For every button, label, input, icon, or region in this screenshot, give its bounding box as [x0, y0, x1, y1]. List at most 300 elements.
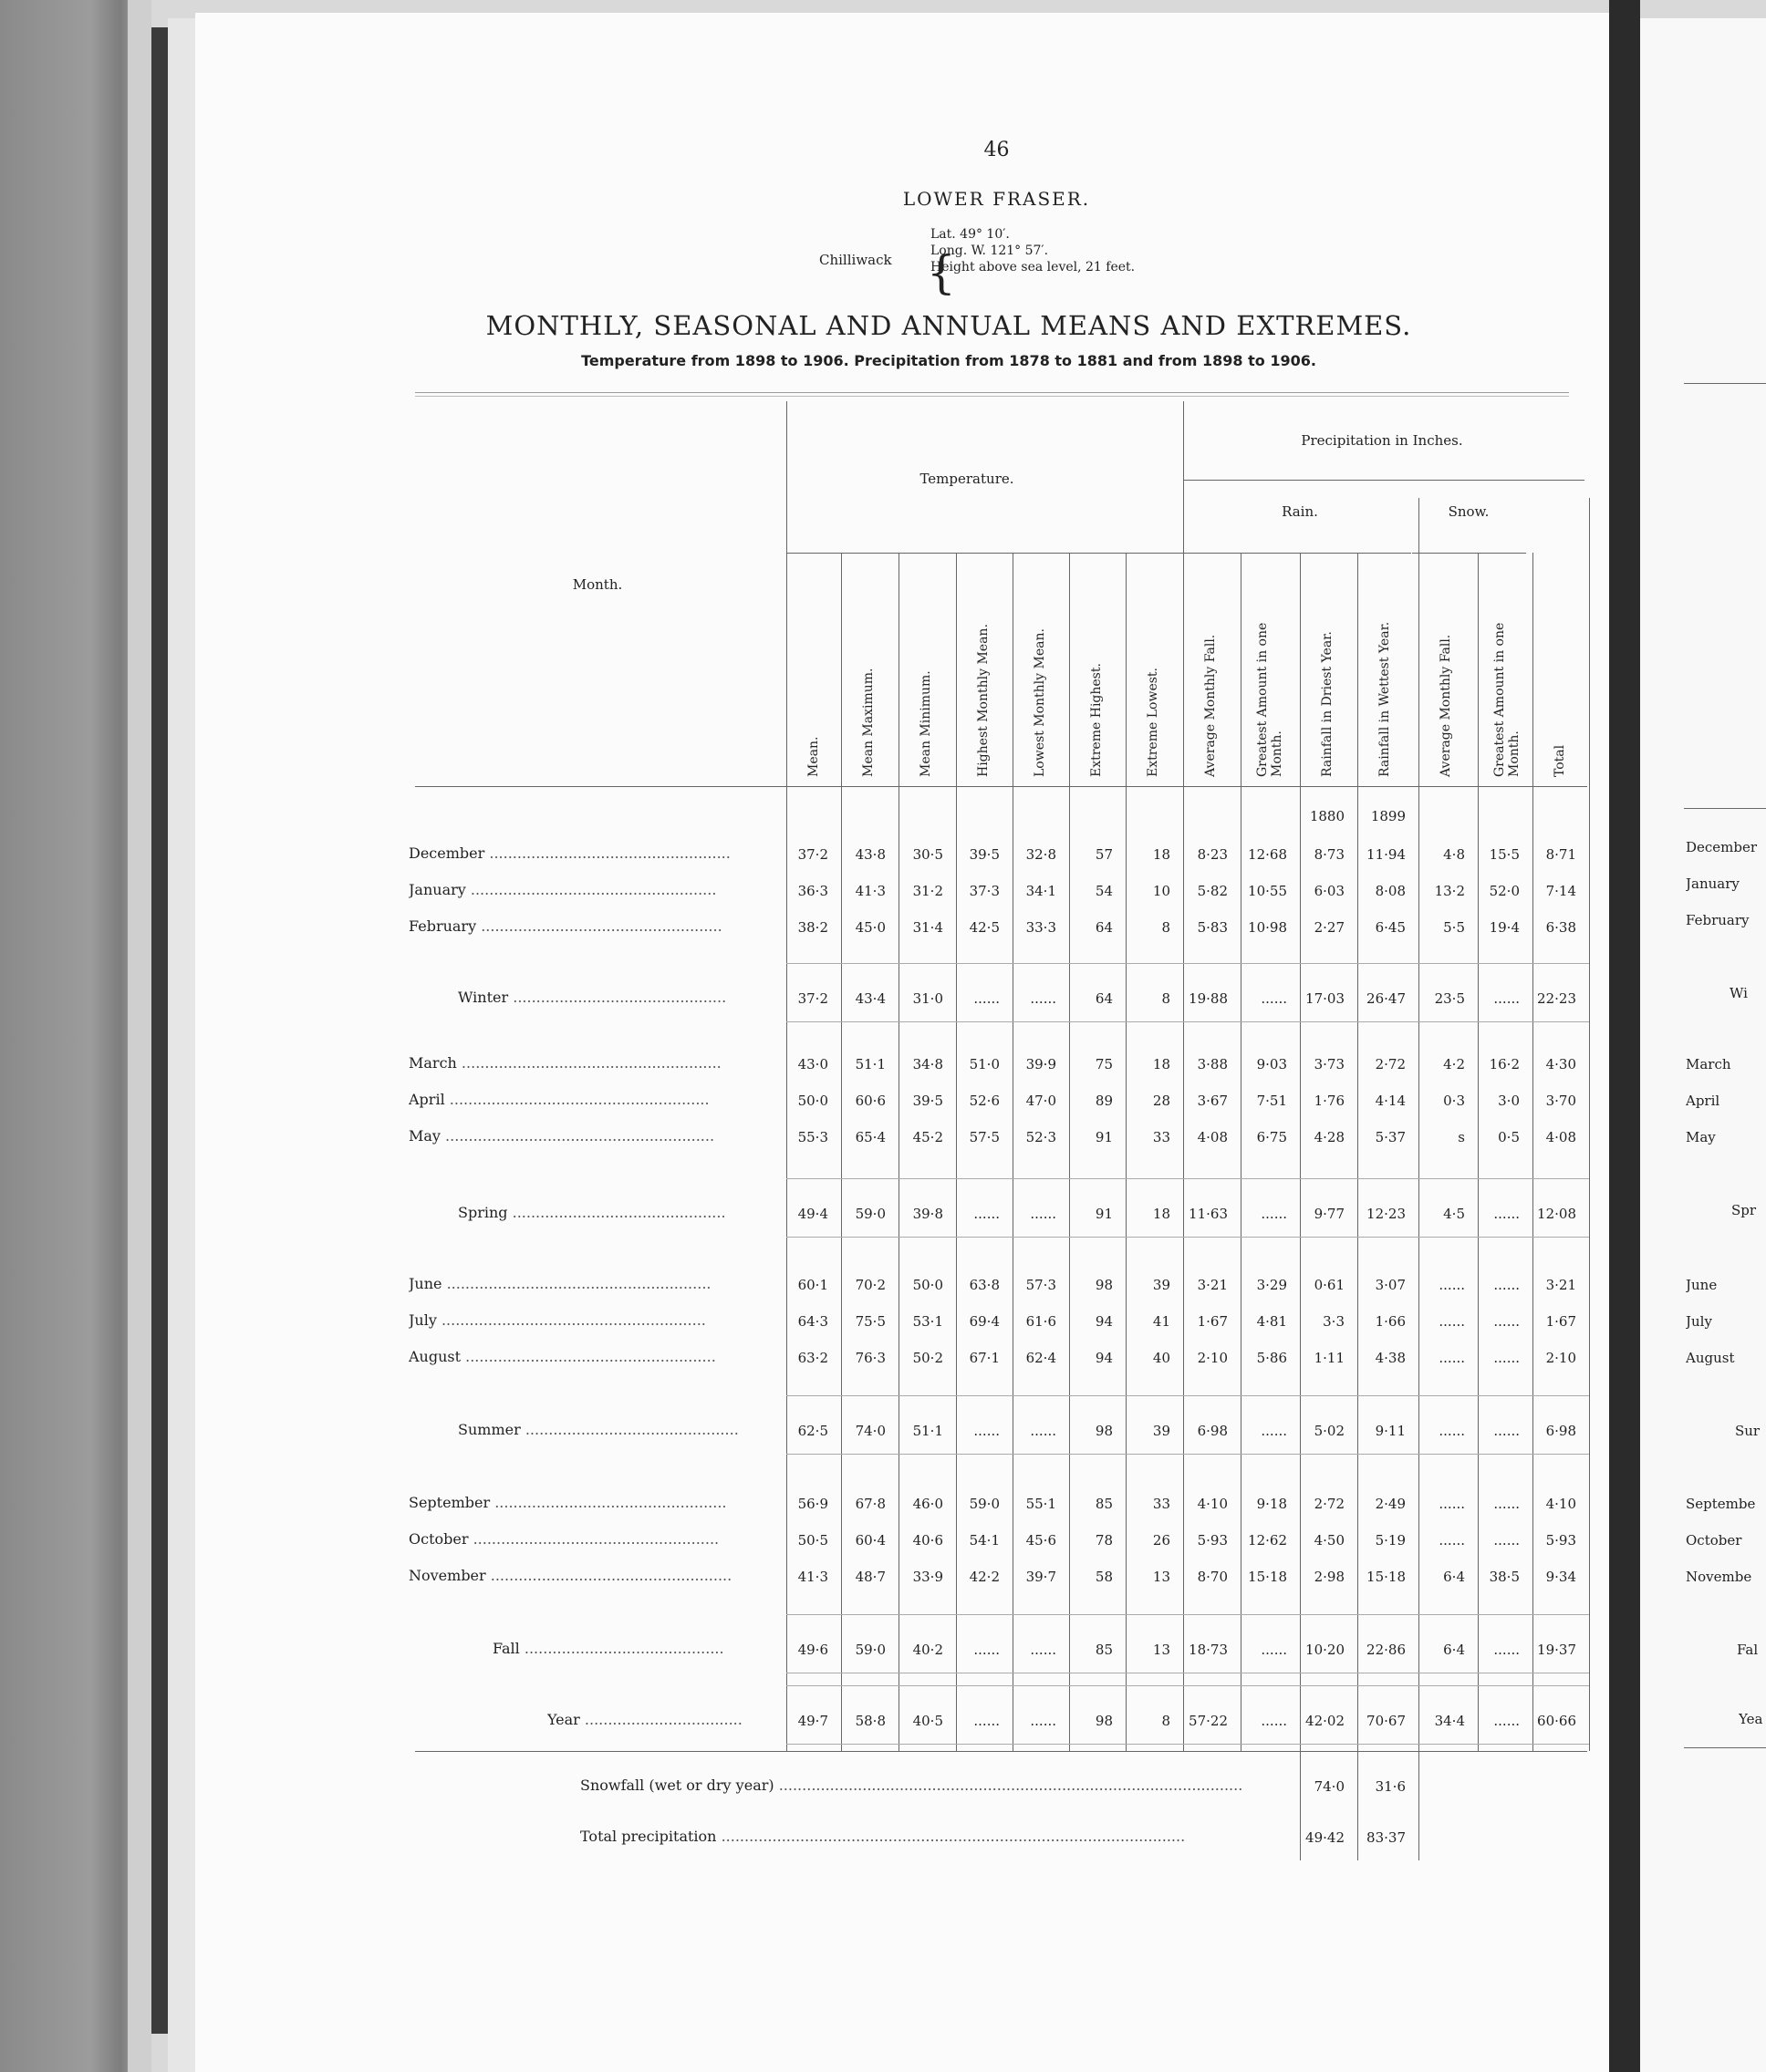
table-cell: 11·63 — [1189, 1206, 1228, 1222]
driest-year-label: 1880 — [1309, 808, 1345, 824]
table-cell: ...... — [1493, 1206, 1520, 1222]
header-rule-rain — [1183, 553, 1411, 554]
row-label-text: March — [409, 1054, 457, 1072]
table-cell: 85 — [1095, 1496, 1113, 1512]
table-cell: 4·30 — [1545, 1056, 1576, 1072]
table-cell: 28 — [1152, 1093, 1170, 1109]
table-cell: 60·6 — [855, 1093, 886, 1109]
table-cell: 2·49 — [1375, 1496, 1406, 1512]
longitude: Long. W. 121° 57′. — [930, 243, 1049, 258]
table-cell: 55·3 — [797, 1129, 828, 1145]
season-rule-top — [786, 1614, 1589, 1615]
table-cell: 91 — [1095, 1129, 1113, 1145]
table-cell: 39 — [1152, 1423, 1170, 1439]
table-cell: 9·34 — [1545, 1569, 1576, 1585]
table-cell: 75 — [1095, 1056, 1113, 1072]
wettest-year-label: 1899 — [1370, 808, 1406, 824]
table-cell: 34·1 — [1025, 883, 1056, 899]
table-cell: 1·11 — [1314, 1350, 1345, 1366]
facing-page-row-label: July — [1686, 1313, 1712, 1330]
table-cell: 13·2 — [1434, 883, 1465, 899]
table-cell: 4·38 — [1375, 1350, 1406, 1366]
table-cell: 7·14 — [1545, 883, 1576, 899]
season-rule-bottom — [786, 1744, 1589, 1745]
table-cell: 60·1 — [797, 1277, 828, 1293]
table-cell: 4·28 — [1314, 1129, 1345, 1145]
leader-dots: ........................................................ — [456, 1054, 722, 1072]
table-cell: 18 — [1152, 846, 1170, 863]
row-label-text: Fall — [493, 1640, 520, 1657]
leader-dots: .................................. — [579, 1711, 743, 1728]
season-rule-bottom — [786, 1021, 1589, 1022]
column-header: Greatest Amount in one Month. — [1492, 622, 1522, 777]
table-cell: 43·4 — [855, 990, 886, 1007]
table-cell: 5·02 — [1314, 1423, 1345, 1439]
table-cell: 2·72 — [1375, 1056, 1406, 1072]
table-cell: 39·8 — [912, 1206, 943, 1222]
table-cell: 37·3 — [969, 883, 1000, 899]
table-cell: 67·8 — [855, 1496, 886, 1512]
table-cell: 15·5 — [1489, 846, 1520, 863]
table-cell: 57·22 — [1189, 1713, 1228, 1729]
column-header: Lowest Monthly Mean. — [1033, 628, 1047, 777]
table-cell: 19·37 — [1537, 1642, 1576, 1658]
table-cell: 59·0 — [855, 1206, 886, 1222]
table-cell: 0·5 — [1498, 1129, 1520, 1145]
table-cell: 11·94 — [1366, 846, 1406, 863]
table-cell: 19·88 — [1189, 990, 1228, 1007]
table-cell: 54 — [1095, 883, 1113, 899]
facing-page-row-label: December — [1686, 839, 1758, 855]
season-rule-bottom — [786, 1237, 1589, 1238]
table-cell: 0·61 — [1314, 1277, 1345, 1293]
facing-page-row-label: Wi — [1730, 985, 1748, 1001]
leader-dots: ..................................................... — [465, 881, 717, 898]
table-title: MONTHLY, SEASONAL AND ANNUAL MEANS AND EXTREMES. — [485, 310, 1412, 341]
table-cell: 4·14 — [1375, 1093, 1406, 1109]
table-cell: 8·71 — [1545, 846, 1576, 863]
leader-dots: .................................................... — [484, 844, 731, 862]
table-cell: 49·6 — [797, 1642, 828, 1658]
table-cell: 33·9 — [912, 1569, 943, 1585]
table-cell: 23·5 — [1434, 990, 1465, 1007]
table-cell: 10·55 — [1248, 883, 1287, 899]
row-label-text: Winter — [458, 989, 509, 1006]
table-cell: ...... — [1439, 1350, 1465, 1366]
table-cell: ...... — [1030, 1206, 1056, 1222]
row-label-text: September — [409, 1494, 491, 1511]
table-cell: 31·2 — [912, 883, 943, 899]
table-cell: 40·5 — [912, 1713, 943, 1729]
footer-dry-value: 49·42 — [1305, 1829, 1345, 1846]
table-cell: 8·70 — [1197, 1569, 1228, 1585]
precipitation-header: Precipitation in Inches. — [1301, 432, 1463, 449]
row-label-text: January — [409, 881, 466, 898]
footer-row-label — [580, 1828, 1296, 1845]
column-header: Mean. — [806, 736, 821, 777]
table-cell: 6·03 — [1314, 883, 1345, 899]
table-cell: 32·8 — [1025, 846, 1056, 863]
month-row-label — [409, 1054, 783, 1072]
row-label-text: Summer — [458, 1421, 521, 1438]
table-cell: 38·2 — [797, 919, 828, 936]
month-row-label — [409, 1348, 783, 1365]
month-row-label — [409, 917, 783, 935]
station-label: Chilliwack — [819, 252, 892, 268]
month-row-label — [409, 1127, 783, 1145]
table-cell: 10·20 — [1305, 1642, 1345, 1658]
row-label-text: November — [409, 1567, 486, 1584]
table-cell: 39·9 — [1025, 1056, 1056, 1072]
binding-margin — [168, 18, 195, 2072]
facing-page-rule — [1684, 1747, 1766, 1748]
leader-dots: .................................................... — [476, 917, 722, 935]
table-cell: 2·72 — [1314, 1496, 1345, 1512]
column-header: Extreme Lowest. — [1146, 668, 1160, 777]
table-cell: 22·86 — [1366, 1642, 1406, 1658]
table-cell: 12·62 — [1248, 1532, 1287, 1549]
table-cell: 46·0 — [912, 1496, 943, 1512]
table-cell: 42·5 — [969, 919, 1000, 936]
footer-row-label — [580, 1777, 1296, 1794]
column-header: Extreme Highest. — [1089, 663, 1104, 777]
leader-dots: .............................................. — [507, 1204, 726, 1221]
table-cell: 12·23 — [1366, 1206, 1406, 1222]
table-cell: 5·37 — [1375, 1129, 1406, 1145]
table-cell: 6·4 — [1443, 1642, 1465, 1658]
month-row-label — [409, 1530, 783, 1548]
table-cell: 85 — [1095, 1642, 1113, 1658]
table-cell: 5·82 — [1197, 883, 1228, 899]
row-label-text: February — [409, 917, 477, 935]
table-cell: 59·0 — [855, 1642, 886, 1658]
table-cell: 50·0 — [797, 1093, 828, 1109]
season-rule-top — [786, 963, 1589, 964]
table-cell: ...... — [1439, 1277, 1465, 1293]
table-cell: 9·11 — [1375, 1423, 1406, 1439]
table-cell: 58 — [1095, 1569, 1113, 1585]
month-row-label — [409, 881, 783, 898]
month-row-label — [409, 1275, 783, 1292]
table-cell: 34·4 — [1434, 1713, 1465, 1729]
facing-page-row-label: March — [1686, 1056, 1731, 1072]
region-heading: LOWER FRASER. — [902, 188, 1091, 210]
leader-dots: ......................................................... — [442, 1275, 712, 1292]
table-cell: 4·5 — [1443, 1206, 1465, 1222]
table-cell: 1·76 — [1314, 1093, 1345, 1109]
table-cell: ...... — [1493, 1642, 1520, 1658]
table-cell: 39·5 — [912, 1093, 943, 1109]
season-rule-top — [786, 1685, 1589, 1686]
table-cell: 39·7 — [1025, 1569, 1056, 1585]
table-cell: 62·4 — [1025, 1350, 1056, 1366]
table-cell: 40·6 — [912, 1532, 943, 1549]
table-cell: 22·23 — [1537, 990, 1576, 1007]
table-cell: 36·3 — [797, 883, 828, 899]
table-cell: 52·6 — [969, 1093, 1000, 1109]
table-cell: 59·0 — [969, 1496, 1000, 1512]
table-cell: 51·1 — [855, 1056, 886, 1072]
table-cell: ...... — [973, 1423, 1000, 1439]
leader-dots: .................................................... — [485, 1567, 732, 1584]
table-cell: ...... — [1030, 1642, 1056, 1658]
facing-page-row-label: October — [1686, 1532, 1742, 1549]
table-cell: 8·08 — [1375, 883, 1406, 899]
table-cell: 50·0 — [912, 1277, 943, 1293]
table-cell: 5·5 — [1443, 919, 1465, 936]
season-rule-top — [786, 1178, 1589, 1179]
table-cell: 8 — [1161, 1713, 1170, 1729]
month-row-label — [409, 1091, 783, 1108]
seasonal-row-label — [547, 1711, 783, 1728]
header-bottom-rule — [415, 786, 1587, 787]
table-cell: 52·3 — [1025, 1129, 1056, 1145]
table-cell: 9·77 — [1314, 1206, 1345, 1222]
table-top-rule-2 — [415, 396, 1569, 397]
table-cell: 8 — [1161, 990, 1170, 1007]
table-cell: ...... — [1030, 1713, 1056, 1729]
table-cell: ...... — [973, 1206, 1000, 1222]
table-cell: 57·3 — [1025, 1277, 1056, 1293]
facing-page-row-label: Spr — [1731, 1202, 1757, 1218]
table-cell: 98 — [1095, 1713, 1113, 1729]
table-cell: 4·50 — [1314, 1532, 1345, 1549]
table-cell: ...... — [1261, 1423, 1287, 1439]
table-cell: 38·5 — [1489, 1569, 1520, 1585]
table-cell: ...... — [1439, 1423, 1465, 1439]
table-cell: 75·5 — [855, 1313, 886, 1330]
table-cell: 57·5 — [969, 1129, 1000, 1145]
table-cell: 70·2 — [855, 1277, 886, 1293]
table-cell: 33 — [1152, 1129, 1170, 1145]
month-row-label — [409, 1567, 783, 1584]
seasonal-row-label — [458, 989, 783, 1006]
table-cell: 51·1 — [912, 1423, 943, 1439]
facing-page-row-label: May — [1686, 1129, 1716, 1145]
table-cell: ...... — [1261, 1206, 1287, 1222]
table-cell: ...... — [1030, 1423, 1056, 1439]
table-cell: 13 — [1152, 1569, 1170, 1585]
table-cell: 2·27 — [1314, 919, 1345, 936]
latitude: Lat. 49° 10′. — [930, 227, 1010, 242]
table-cell: 91 — [1095, 1206, 1113, 1222]
leader-dots: .......................................................... — [440, 1127, 715, 1145]
table-cell: 69·4 — [969, 1313, 1000, 1330]
table-cell: 4·8 — [1443, 846, 1465, 863]
table-top-rule — [415, 392, 1569, 393]
footer-wet-value: 83·37 — [1366, 1829, 1406, 1846]
table-cell: 33 — [1152, 1496, 1170, 1512]
table-cell: 4·10 — [1197, 1496, 1228, 1512]
table-cell: 3·07 — [1375, 1277, 1406, 1293]
table-cell: 63·2 — [797, 1350, 828, 1366]
table-cell: 55·1 — [1025, 1496, 1056, 1512]
table-cell: 5·83 — [1197, 919, 1228, 936]
table-cell: 40 — [1152, 1350, 1170, 1366]
table-cell: 10·98 — [1248, 919, 1287, 936]
table-cell: ...... — [1493, 1350, 1520, 1366]
footer-dry-value: 74·0 — [1314, 1778, 1345, 1795]
column-rule — [1589, 498, 1590, 1751]
leader-dots: .................................................................................................... — [716, 1828, 1186, 1845]
table-cell: 94 — [1095, 1350, 1113, 1366]
table-cell: 98 — [1095, 1423, 1113, 1439]
leader-dots: ..................................................... — [468, 1530, 720, 1548]
table-cell: 42·02 — [1305, 1713, 1345, 1729]
table-cell: 41 — [1152, 1313, 1170, 1330]
table-cell: ...... — [973, 1713, 1000, 1729]
row-label-text: December — [409, 844, 485, 862]
table-cell: 3·21 — [1197, 1277, 1228, 1293]
table-cell: 63·8 — [969, 1277, 1000, 1293]
table-cell: 5·19 — [1375, 1532, 1406, 1549]
table-cell: 3·70 — [1545, 1093, 1576, 1109]
row-label-text: August — [409, 1348, 462, 1365]
leader-dots: ........................................... — [519, 1640, 724, 1657]
leader-dots: .............................................. — [508, 989, 727, 1006]
table-cell: 64 — [1095, 919, 1113, 936]
table-cell: 7·51 — [1256, 1093, 1287, 1109]
table-cell: 50·5 — [797, 1532, 828, 1549]
facing-page-row-label: June — [1686, 1277, 1718, 1293]
header-rule-snow — [1412, 553, 1526, 554]
table-cell: 45·0 — [855, 919, 886, 936]
table-cell: 3·21 — [1545, 1277, 1576, 1293]
facing-page-row-label: Yea — [1739, 1711, 1763, 1727]
column-header: Highest Monthly Mean. — [976, 624, 991, 777]
table-cell: 8 — [1161, 919, 1170, 936]
table-cell: 6·75 — [1256, 1129, 1287, 1145]
table-cell: 98 — [1095, 1277, 1113, 1293]
table-cell: 6·4 — [1443, 1569, 1465, 1585]
table-cell: 49·4 — [797, 1206, 828, 1222]
temperature-header: Temperature. — [919, 471, 1014, 487]
header-rule-temp — [786, 553, 1183, 554]
table-cell: 17·03 — [1305, 990, 1345, 1007]
brace-icon: { — [927, 246, 956, 299]
table-cell: ...... — [973, 1642, 1000, 1658]
table-cell: 10 — [1152, 883, 1170, 899]
table-cell: ...... — [1493, 1713, 1520, 1729]
table-cell: 50·2 — [912, 1350, 943, 1366]
table-cell: 9·18 — [1256, 1496, 1287, 1512]
table-cell: 31·4 — [912, 919, 943, 936]
table-cell: ...... — [1261, 1642, 1287, 1658]
table-cell: 53·1 — [912, 1313, 943, 1330]
table-cell: 12·08 — [1537, 1206, 1576, 1222]
table-cell: 65·4 — [855, 1129, 886, 1145]
table-cell: 26 — [1152, 1532, 1170, 1549]
table-cell: 41·3 — [797, 1569, 828, 1585]
month-row-label — [409, 1311, 783, 1329]
column-rule — [786, 401, 787, 1751]
facing-page-row-label: February — [1686, 912, 1750, 928]
facing-page-row-label: Fal — [1737, 1642, 1759, 1658]
table-cell: 0·3 — [1443, 1093, 1465, 1109]
column-header: Average Monthly Fall. — [1439, 634, 1453, 777]
table-cell: ...... — [1493, 1496, 1520, 1512]
table-cell: 5·86 — [1256, 1350, 1287, 1366]
table-cell: 56·9 — [797, 1496, 828, 1512]
table-cell: 3·0 — [1498, 1093, 1520, 1109]
table-cell: 51·0 — [969, 1056, 1000, 1072]
column-rule — [1183, 401, 1184, 1751]
facing-page-rule — [1684, 808, 1766, 809]
leader-dots: ......................................................... — [436, 1311, 706, 1329]
column-header: Mean Minimum. — [919, 670, 933, 777]
table-cell: 60·4 — [855, 1532, 886, 1549]
table-cell: 49·7 — [797, 1713, 828, 1729]
month-row-label — [409, 844, 783, 862]
table-cell: 4·08 — [1197, 1129, 1228, 1145]
table-cell: ...... — [1261, 1713, 1287, 1729]
table-cell: 2·98 — [1314, 1569, 1345, 1585]
table-cell: 40·2 — [912, 1642, 943, 1658]
table-cell: 4·08 — [1545, 1129, 1576, 1145]
table-cell: ...... — [1439, 1532, 1465, 1549]
table-bottom-rule — [415, 1751, 1587, 1752]
table-cell: 57 — [1095, 846, 1113, 863]
table-cell: 8·73 — [1314, 846, 1345, 863]
table-cell: 1·67 — [1545, 1313, 1576, 1330]
binding-edge — [128, 0, 151, 2072]
table-cell: 18 — [1152, 1206, 1170, 1222]
snow-header: Snow. — [1448, 503, 1490, 520]
table-cell: 42·2 — [969, 1569, 1000, 1585]
column-header: Average Monthly Fall. — [1203, 634, 1218, 777]
table-cell: 37·2 — [797, 846, 828, 863]
table-cell: 58·8 — [855, 1713, 886, 1729]
table-cell: 2·10 — [1197, 1350, 1228, 1366]
seasonal-row-label — [458, 1204, 783, 1221]
table-cell: 31·0 — [912, 990, 943, 1007]
table-cell: 3·67 — [1197, 1093, 1228, 1109]
facing-page-row-label: January — [1686, 875, 1740, 892]
table-cell: 6·98 — [1545, 1423, 1576, 1439]
footer-label-text: Total precipitation — [580, 1828, 717, 1845]
table-cell: 47·0 — [1025, 1093, 1056, 1109]
table-cell: ...... — [1493, 1532, 1520, 1549]
table-cell: ...... — [1493, 1313, 1520, 1330]
month-header: Month. — [572, 576, 623, 593]
table-cell: 64 — [1095, 990, 1113, 1007]
table-cell: ...... — [1493, 1423, 1520, 1439]
table-cell: 61·6 — [1025, 1313, 1056, 1330]
table-cell: 78 — [1095, 1532, 1113, 1549]
facing-page-row-label: Septembe — [1686, 1496, 1756, 1512]
table-cell: 1·66 — [1375, 1313, 1406, 1330]
table-cell: 62·5 — [797, 1423, 828, 1439]
footer-rule-right — [1418, 1751, 1419, 1860]
row-label-text: July — [409, 1311, 437, 1329]
table-cell: 94 — [1095, 1313, 1113, 1330]
table-cell: 9·03 — [1256, 1056, 1287, 1072]
table-cell: 76·3 — [855, 1350, 886, 1366]
row-label-text: April — [409, 1091, 445, 1108]
table-cell: 5·93 — [1545, 1532, 1576, 1549]
station-name — [819, 246, 956, 299]
row-label-text: May — [409, 1127, 441, 1145]
binding-shadow — [151, 27, 168, 2034]
table-cell: ...... — [1439, 1496, 1465, 1512]
table-subtitle: Temperature from 1898 to 1906. Precipitation from 1878 to 1881 and from 1898 to 1906. — [581, 352, 1316, 369]
rain-header: Rain. — [1282, 503, 1318, 520]
table-cell: 18·73 — [1189, 1642, 1228, 1658]
table-cell: 12·68 — [1248, 846, 1287, 863]
season-rule-top — [786, 1395, 1589, 1396]
table-cell: 4·2 — [1443, 1056, 1465, 1072]
table-cell: 45·6 — [1025, 1532, 1056, 1549]
